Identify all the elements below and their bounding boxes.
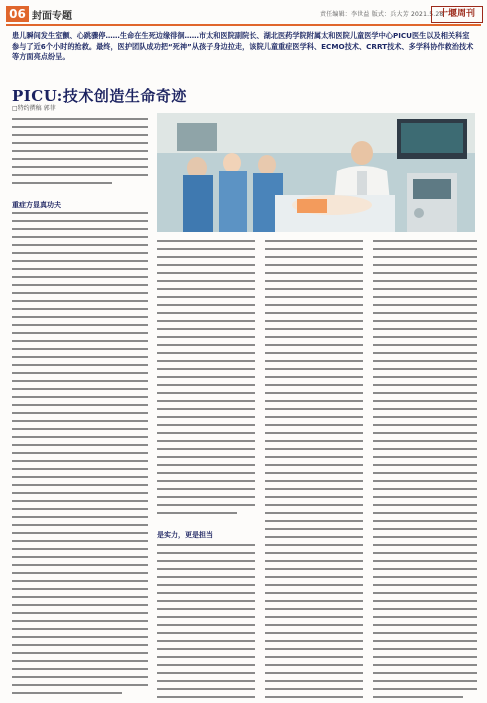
header-rule xyxy=(6,24,481,26)
photo-illustration xyxy=(157,113,475,232)
column-3-text xyxy=(265,240,363,698)
page-number: 06 xyxy=(6,6,29,22)
subhead-1: 重症方显真功夫 xyxy=(12,201,61,209)
page-header xyxy=(0,0,487,26)
subhead-2: 是实力，更是担当 xyxy=(157,531,213,539)
article-title: PICU:技术创造生命奇迹 xyxy=(12,87,187,105)
column-2-text xyxy=(157,240,255,698)
section-title: 封面专题 xyxy=(32,11,72,22)
lead-paragraph: 患儿瞬间发生室颤、心跳骤停……生命在生死边缘徘徊……市太和医院副院长、湖北医药学院附属太和医院儿童医学中心PICU医生以及相关科室参与了近6个小时的抢救。最终，医护团队成功把“死神”从孩子身边拉走，该院儿童重症医学科、ECMO技术、CRRT技术、多学科协作救治技术等方面亮点纷呈。 xyxy=(12,31,474,61)
column-4-text xyxy=(373,240,477,698)
byline: □特约撰稿 郭菲 xyxy=(12,105,56,112)
hospital-photo xyxy=(157,113,475,232)
paper-logo: 十堰周刊 xyxy=(431,6,483,23)
editor-meta: 责任编辑：李世益 版式：兵大芳 2021.5.28 xyxy=(320,11,444,18)
